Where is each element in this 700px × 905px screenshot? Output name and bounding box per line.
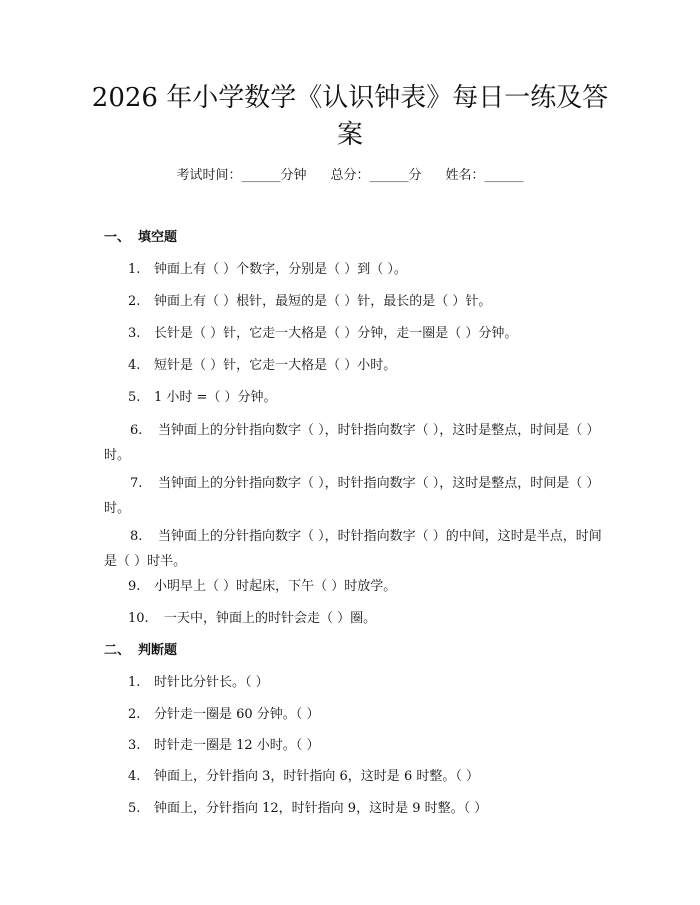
question-item [104, 292, 604, 312]
question-number: 5. [128, 801, 141, 816]
question-number: 1. [128, 262, 141, 277]
question-item [104, 524, 604, 574]
question-item [104, 471, 604, 521]
question-number: 4. [128, 769, 141, 784]
question-item [104, 767, 604, 787]
question-text: 钟面上有（ ）个数字，分别是（ ）到（ ）。 [154, 262, 407, 277]
question-text: 时针比分针长。（ ） [154, 675, 269, 690]
question-item [104, 673, 604, 693]
question-number: 5. [128, 390, 141, 405]
question-item [104, 609, 604, 629]
question-text: 小明早上（ ）时起床，下午（ ）时放学。 [154, 579, 397, 594]
question-number: 8. [130, 529, 143, 544]
question-text: 时针走一圈是 12 小时。（ ） [154, 738, 320, 753]
total-score-field: 总分：______分 [330, 168, 422, 183]
question-text: 当钟面上的分针指向数字（ ），时针指向数字（ ），这时是整点，时间是（ ）时。 [104, 423, 600, 463]
question-text: 当钟面上的分针指向数字（ ），时针指向数字（ ），这时是整点，时间是（ ）时。 [104, 476, 600, 516]
question-text: 分针走一圈是 60 分钟。（ ） [154, 707, 320, 722]
question-number: 10. [128, 611, 149, 626]
page-title-line-2: 案 [336, 120, 363, 150]
question-number: 3. [128, 738, 141, 753]
question-number: 4. [128, 358, 141, 373]
question-number: 1. [128, 675, 141, 690]
question-number: 3. [128, 326, 141, 341]
question-number: 9. [128, 579, 141, 594]
question-text: 钟面上有（ ）根针，最短的是（ ）针，最长的是（ ）针。 [154, 294, 492, 309]
question-number: 2. [128, 707, 141, 722]
question-item [104, 388, 604, 408]
question-text: 一天中，钟面上的时针会走（ ）圈。 [164, 611, 377, 626]
question-item [104, 799, 604, 819]
exam-time-field: 考试时间：______分钟 [176, 168, 307, 183]
question-item [104, 356, 604, 376]
section-number: 一、 [104, 230, 131, 245]
question-number: 7. [130, 476, 143, 491]
section-heading-true-false [104, 641, 177, 661]
question-item [104, 577, 604, 597]
question-item [104, 260, 604, 280]
question-item [104, 418, 604, 468]
question-text: 当钟面上的分针指向数字（ ），时针指向数字（ ）的中间，这时是半点，时间是（ ）时半。 [104, 529, 602, 569]
page-title [60, 80, 640, 154]
student-name-field: 姓名：______ [445, 168, 524, 183]
question-number: 2. [128, 294, 141, 309]
question-item [104, 324, 604, 344]
question-text: 短针是（ ）针，它走一大格是（ ）小时。 [154, 358, 397, 373]
question-item [104, 736, 604, 756]
question-text: 钟面上，分针指向 3，时针指向 6，这时是 6 时整。（ ） [154, 769, 479, 784]
question-number: 6. [130, 423, 143, 438]
section-heading-fill-in [104, 228, 177, 248]
page-title-line-1: 2026 年小学数学《认识钟表》每日一练及答 [91, 83, 609, 113]
question-text: 长针是（ ）针，它走一大格是（ ）分钟，走一圈是（ ）分钟。 [154, 326, 518, 341]
section-title: 判断题 [138, 643, 178, 658]
section-title: 填空题 [138, 230, 178, 245]
exam-info-line [0, 166, 700, 186]
question-text: 钟面上，分针指向 12，时针指向 9，这时是 9 时整。（ ） [154, 801, 488, 816]
question-item [104, 705, 604, 725]
question-text: 1 小时 =（ ）分钟。 [154, 390, 277, 405]
section-number: 二、 [104, 643, 131, 658]
